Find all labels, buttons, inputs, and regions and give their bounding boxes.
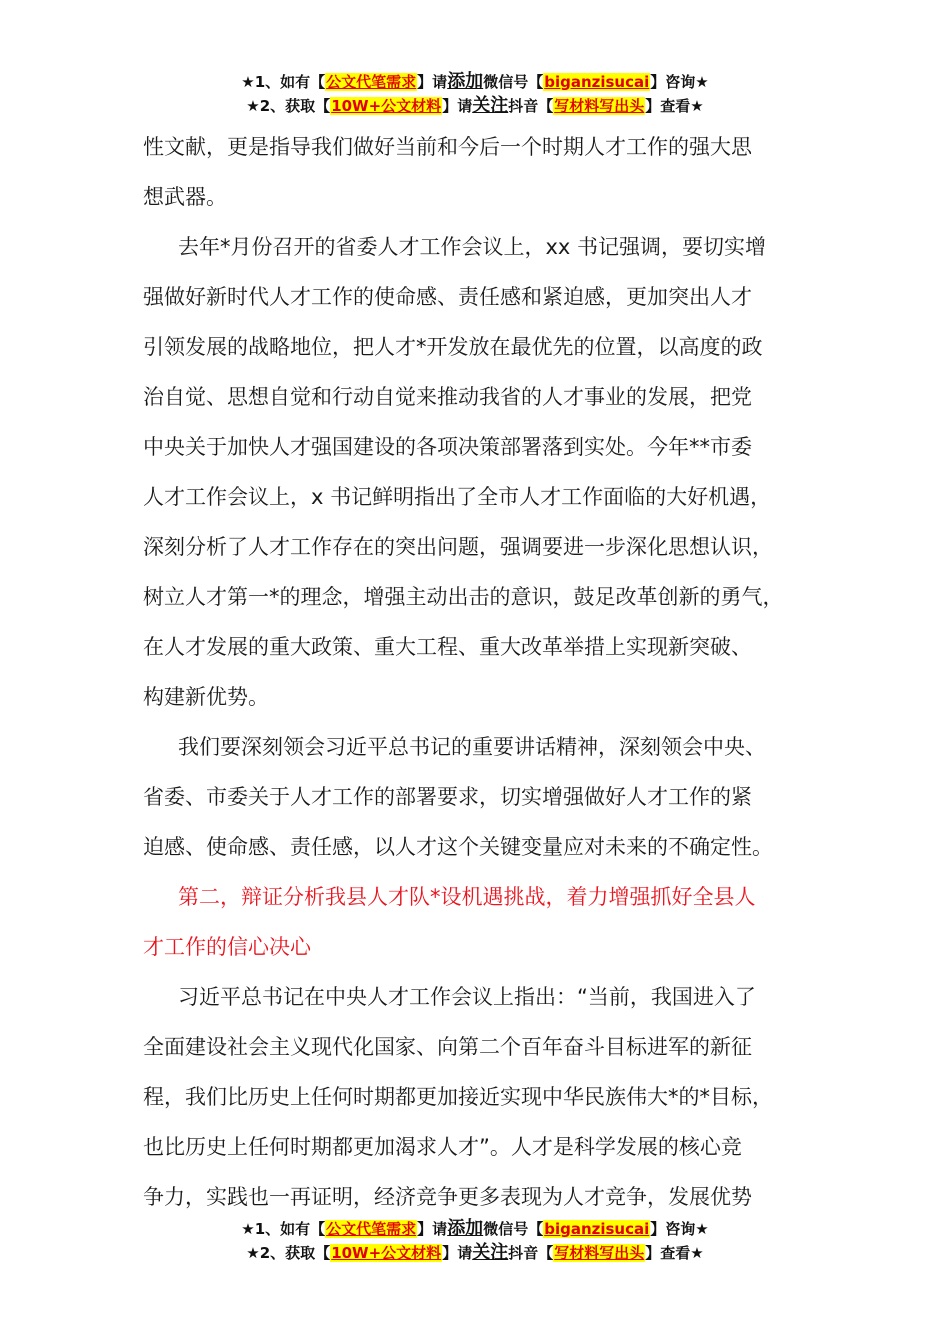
paragraph-understand-spirit xyxy=(143,722,833,872)
emphasis-text: 关注 xyxy=(472,95,509,116)
text-line: 深刻分析了人才工作存在的突出问题，强调要进一步深化思想认识， xyxy=(143,535,773,559)
footer-banner xyxy=(0,1217,950,1265)
text-line: 迫感、使命感、责任感，以人才这个关键变量应对未来的不确定性。 xyxy=(143,835,773,859)
text-line: 强做好新时代人才工作的使命感、责任感和紧迫感，更加突出人才 xyxy=(143,285,752,309)
text-line: 我们要深刻领会习近平总书记的重要讲话精神，深刻领会中央、 xyxy=(178,735,766,759)
banner-line-2 xyxy=(0,94,950,118)
text-line: 想武器。 xyxy=(143,185,227,209)
section-heading xyxy=(143,872,833,972)
banner-line-1 xyxy=(0,70,950,94)
banner-text: 】咨询★ xyxy=(650,1220,709,1238)
text-line: 争力，实践也一再证明，经济竞争更多表现为人才竞争，发展优势 xyxy=(143,1185,752,1209)
text-line: 习近平总书记在中央人才工作会议上指出：“当前，我国进入了 xyxy=(178,985,756,1009)
banner-text: 】请 xyxy=(417,73,448,91)
header-banner xyxy=(0,70,950,118)
text-line: 程，我们比历史上任何时期都更加接近实现中华民族伟大*的*目标， xyxy=(143,1085,773,1109)
banner-text: ★2、获取【 xyxy=(246,1244,331,1262)
wechat-id: biganzisucai xyxy=(544,73,650,91)
banner-text: ★1、如有【 xyxy=(241,73,326,91)
highlight-tag: 公文代笔需求 xyxy=(326,73,417,91)
document-body xyxy=(143,122,833,1222)
banner-text: 】请 xyxy=(417,1220,448,1238)
heading-line: 第二，辩证分析我县人才队*设机遇挑战，着力增强抓好全县人 xyxy=(178,885,756,909)
emphasis-text: 关注 xyxy=(472,1242,509,1263)
banner-text: 抖音【 xyxy=(508,97,554,115)
text-line: 构建新优势。 xyxy=(143,685,269,709)
banner-text: ★2、获取【 xyxy=(246,97,331,115)
paragraph-central-meeting xyxy=(143,972,833,1222)
banner-text: 微信号【 xyxy=(483,73,544,91)
paragraph-provincial-meeting xyxy=(143,222,833,722)
text-line: 性文献，更是指导我们做好当前和今后一个时期人才工作的强大思 xyxy=(143,135,752,159)
banner-line-1 xyxy=(0,1217,950,1241)
banner-text: 抖音【 xyxy=(508,1244,554,1262)
heading-line: 才工作的信心决心 xyxy=(143,935,311,959)
highlight-tag: 10W+公文材料 xyxy=(331,97,442,115)
banner-text: 】咨询★ xyxy=(650,73,709,91)
paragraph-continued xyxy=(143,122,833,222)
banner-text: 】查看★ xyxy=(645,1244,704,1262)
douyin-account: 写材料写出头 xyxy=(554,97,645,115)
text-line: 治自觉、思想自觉和行动自觉来推动我省的人才事业的发展，把党 xyxy=(143,385,752,409)
banner-text: ★1、如有【 xyxy=(241,1220,326,1238)
text-line: 也比历史上任何时期都更加渴求人才”。人才是科学发展的核心竞 xyxy=(143,1135,742,1159)
highlight-tag: 公文代笔需求 xyxy=(326,1220,417,1238)
text-line: 全面建设社会主义现代化国家、向第二个百年奋斗目标进军的新征 xyxy=(143,1035,752,1059)
text-line: 省委、市委关于人才工作的部署要求，切实增强做好人才工作的紧 xyxy=(143,785,752,809)
text-line: 中央关于加快人才强国建设的各项决策部署落到实处。今年**市委 xyxy=(143,435,752,459)
emphasis-text: 添加 xyxy=(447,1218,484,1239)
text-line: 去年*月份召开的省委人才工作会议上，xx 书记强调，要切实增 xyxy=(178,235,767,259)
highlight-tag: 10W+公文材料 xyxy=(331,1244,442,1262)
wechat-id: biganzisucai xyxy=(544,1220,650,1238)
text-line: 在人才发展的重大政策、重大工程、重大改革举措上实现新突破、 xyxy=(143,635,752,659)
text-line: 引领发展的战略地位，把人才*开发放在最优先的位置，以高度的政 xyxy=(143,335,763,359)
banner-text: 】请 xyxy=(442,1244,473,1262)
douyin-account: 写材料写出头 xyxy=(554,1244,645,1262)
emphasis-text: 添加 xyxy=(447,71,484,92)
text-line: 人才工作会议上，x 书记鲜明指出了全市人才工作面临的大好机遇， xyxy=(143,485,772,509)
banner-line-2 xyxy=(0,1241,950,1265)
text-line: 树立人才第一*的理念，增强主动出击的意识，鼓足改革创新的勇气， xyxy=(143,585,784,609)
banner-text: 】查看★ xyxy=(645,97,704,115)
banner-text: 】请 xyxy=(442,97,473,115)
banner-text: 微信号【 xyxy=(483,1220,544,1238)
